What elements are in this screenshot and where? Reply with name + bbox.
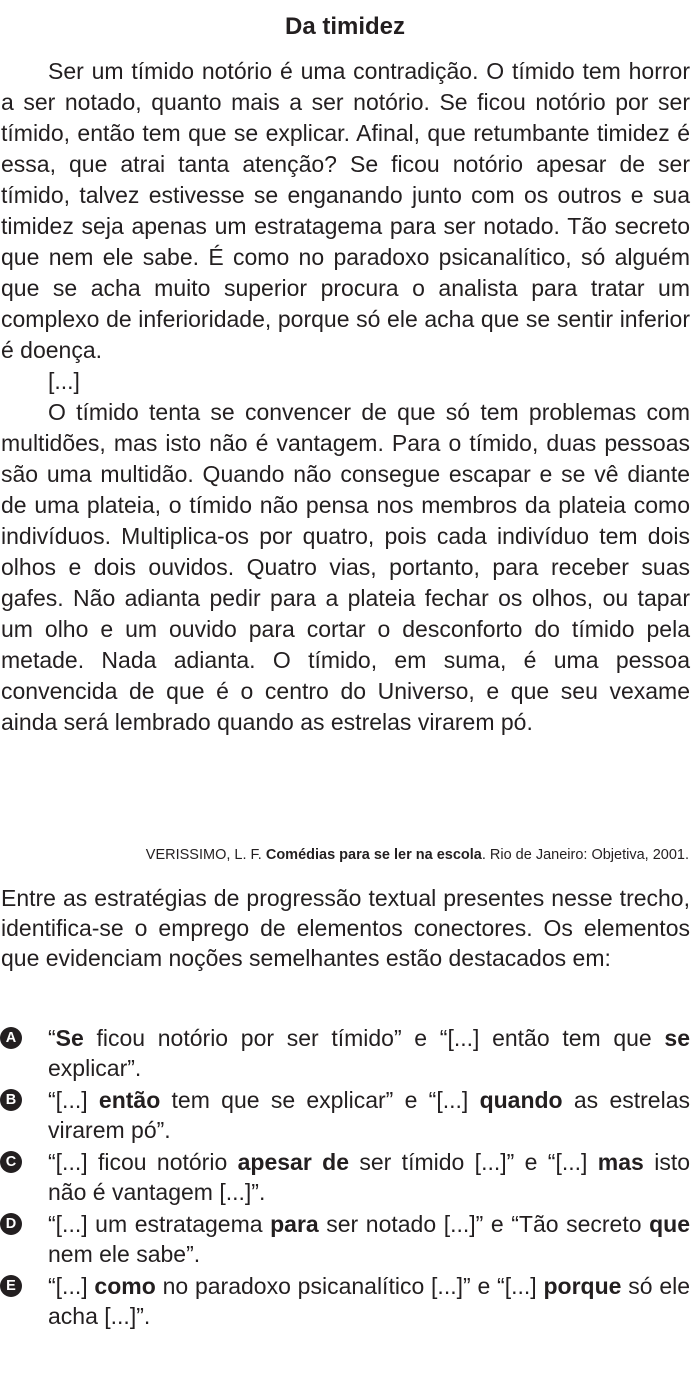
citation-author: VERISSIMO, L. F. [145, 847, 262, 863]
option-e-letter-badge: E [0, 1275, 22, 1297]
option-text-segment: “[...] ficou notório [48, 1149, 238, 1175]
option-text-segment: as estrelas virarem pó”. [48, 1087, 691, 1143]
option-text-segment: tem que se explicar” e “[...] [160, 1087, 480, 1113]
option-text-segment: só ele acha [...]”. [48, 1273, 691, 1329]
citation-details: . Rio de Janeiro: Objetiva, 2001. [481, 847, 689, 863]
option-c-letter-badge: C [0, 1151, 22, 1173]
highlighted-connector: que [649, 1211, 690, 1237]
option-e-text [48, 1271, 690, 1331]
source-text [1, 56, 690, 738]
option-text-segment: ser notado [...]” e “Tão secreto [318, 1211, 650, 1237]
text-paragraph-2: O tímido tenta se convencer de que só tem problemas com multidões, mas isto não é vantagem. Para o tímido, duas pessoas são uma multidão. Quando não consegue escapar e se vê diante de uma plateia, o tímido não pensa nos membros da plateia como indivíduos. Multiplica-os por quatro, pois cada indivíduo tem dois olhos e dois ouvidos. Quatro vias, portanto, para receber suas gafes. Não adianta pedir para a plateia fechar os olhos, ou tapar um olho e um ouvido para cortar o desconforto do tímido pela metade. Nada adianta. O tímido, em suma, é uma pessoa convencida de que é o centro do Universo, e que seu vexame ainda será lembrado quando as estrelas virarem pó. [1, 399, 690, 735]
option-a-text [48, 1023, 690, 1083]
highlighted-connector: porque [543, 1273, 622, 1299]
citation-work: Comédias para se ler na escola [265, 847, 482, 863]
option-c-text [48, 1147, 690, 1207]
option-d-letter-badge: D [0, 1213, 22, 1235]
option-text-segment: “[...] [48, 1087, 99, 1113]
option-d-text [48, 1209, 690, 1269]
option-a-letter-badge: A [0, 1027, 22, 1049]
option-text-segment: “[...] [48, 1273, 95, 1299]
option-text-segment: “ [48, 1025, 56, 1051]
highlighted-connector: para [270, 1211, 319, 1237]
option-text-segment: explicar”. [48, 1055, 142, 1081]
option-text-segment: “[...] um estratagema [48, 1211, 271, 1237]
text-ellipsis: [...] [48, 368, 80, 394]
option-text-segment: no paradoxo psicanalítico [...]” e “[...] [155, 1273, 544, 1299]
option-b-text [48, 1085, 690, 1145]
option-text-segment: ser tímido [...]” e “[...] [349, 1149, 598, 1175]
citation [0, 844, 689, 866]
text-title: Da timidez [284, 13, 406, 40]
highlighted-connector: apesar de [237, 1149, 349, 1175]
highlighted-connector: como [94, 1273, 156, 1299]
question-stem: Entre as estratégias de progressão textual presentes nesse trecho, identifica-se o emprego de elementos conectores. Os elementos que evidenciam noções semelhantes estão destacados em: [1, 885, 690, 971]
highlighted-connector: então [98, 1087, 161, 1113]
option-text-segment: ficou notório por ser tímido” e “[...] então tem que [83, 1025, 665, 1051]
highlighted-connector: quando [479, 1087, 563, 1113]
highlighted-connector: mas [597, 1149, 644, 1175]
option-text-segment: nem ele sabe”. [48, 1241, 201, 1267]
highlighted-connector: Se [55, 1025, 84, 1051]
option-text-segment: isto não é vantagem [...]”. [48, 1149, 690, 1205]
option-b-letter-badge: B [0, 1089, 22, 1111]
text-paragraph-1: Ser um tímido notório é uma contradição. O tímido tem horror a ser notado, quanto mais a ser notório. Se ficou notório por ser tímido, então tem que se explicar. Afinal, que retumbante timidez é essa, que atrai tanta atenção? Se ficou notório apesar de ser tímido, talvez estivesse se enganando junto com os outros e sua timidez seja apenas um estratagema para ser notado. Tão secreto que nem ele sabe. É como no paradoxo psicanalítico, só alguém que se acha muito superior procura o analista para tratar um complexo de inferioridade, porque só ele acha que se sentir inferior é doença. [1, 58, 690, 363]
highlighted-connector: se [664, 1025, 690, 1051]
